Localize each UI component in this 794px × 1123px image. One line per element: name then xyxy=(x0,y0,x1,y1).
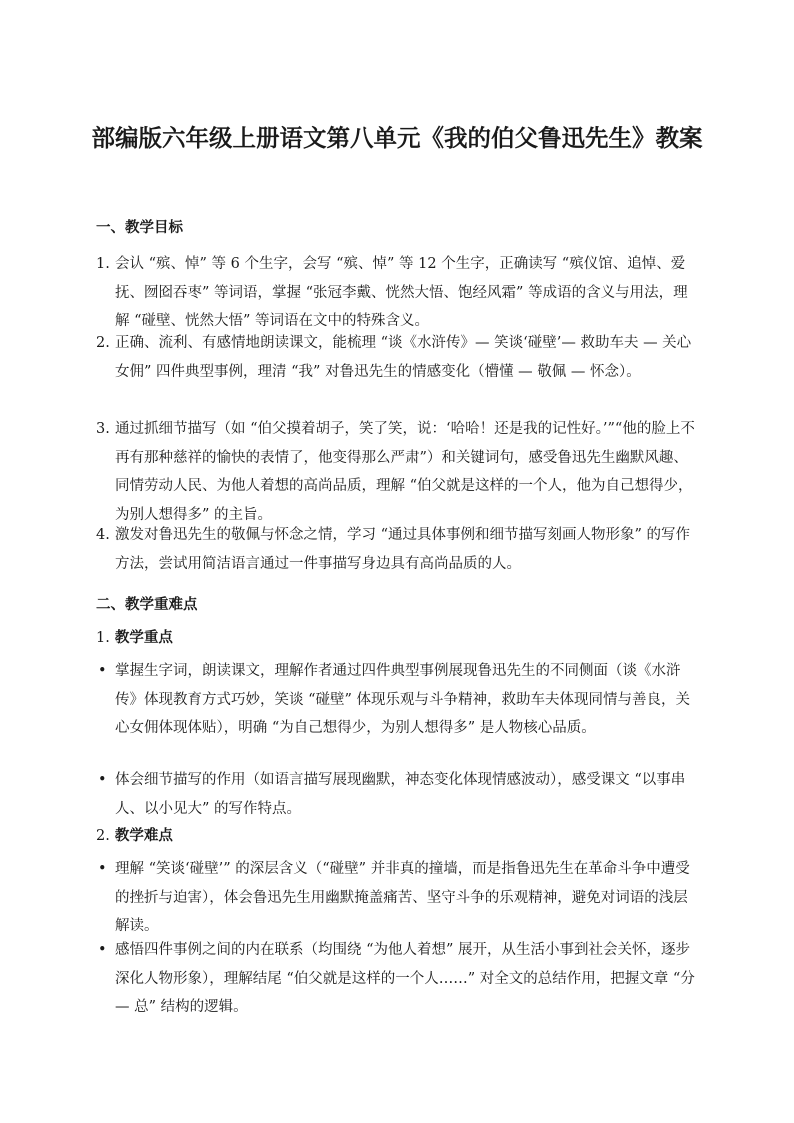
section-heading-key-points: 二、教学重难点 xyxy=(96,597,198,613)
subsection-number: 2. xyxy=(96,828,110,844)
list-marker: 3. xyxy=(96,421,110,437)
list-item-text: 激发对鲁迅先生的敬佩与怀念之情，学习 “通过具体事例和细节描写刻画人物形象” 的写作方法，尝试用简洁语言通过一件事描写身边具有高尚品质的人。 xyxy=(115,527,691,572)
list-item xyxy=(96,329,700,386)
bullet-item-text: 理解 “笑谈‘碰壁’” 的深层含义（“碰壁” 并非真的撞墙，而是指鲁迅先生在革命斗争中遭受的挫折与迫害），体会鲁迅先生用幽默掩盖痛苦、坚守斗争的乐观精神，避免对词语的浅层解读。 xyxy=(115,861,690,934)
list-item-text: 正确、流利、有感情地朗读课文，能梳理 “谈《水浒传》— 笑谈‘碰壁’— 救助车夫 — 关心女佣” 四件典型事例，理清 “我” 对鲁迅先生的情感变化（懵懂 — 敬佩 — 怀念）。 xyxy=(115,335,692,380)
document-title: 部编版六年级上册语文第八单元《我的伯父鲁迅先生》教案 xyxy=(91,124,703,152)
subsection-label: 教学难点 xyxy=(114,828,173,844)
bullet-item xyxy=(96,936,700,1022)
subsection-label: 教学重点 xyxy=(114,630,173,646)
bullet-marker: • xyxy=(98,772,107,788)
bullet-marker: • xyxy=(98,861,107,877)
bullet-item-text: 掌握生字词，朗读课文，理解作者通过四件典型事例展现鲁迅先生的不同侧面（谈《水浒传》体现教育方式巧妙，笑谈 “碰壁” 体现乐观与斗争精神，救助车夫体现同情与善良，关心女佣体现体贴），明确 “为自己想得少，为别人想得多” 是人物核心品质。 xyxy=(115,663,691,736)
bullet-item-text: 体会细节描写的作用（如语言描写展现幽默，神态变化体现情感波动），感受课文 “以事串人、以小见大” 的写作特点。 xyxy=(115,772,686,817)
bullet-marker: • xyxy=(98,663,107,679)
list-item-text: 通过抓细节描写（如 “伯父摸着胡子，笑了笑，说：‘哈哈！还是我的记性好。’”“他的脸上不再有那种慈祥的愉快的表情了，他变得那么严肃”）和关键词句，感受鲁迅先生幽默风趣、同情劳动人民、为他人着想的高尚品质，理解 “伯父就是这样的一个人，他为自己想得少，为别人想得多” 的主旨。 xyxy=(115,421,695,523)
bullet-marker: • xyxy=(98,942,107,958)
subsection-heading-focus xyxy=(96,628,173,648)
list-item xyxy=(96,521,700,578)
list-item xyxy=(96,250,700,336)
bullet-item xyxy=(96,657,700,743)
list-marker: 2. xyxy=(96,335,110,351)
bullet-item xyxy=(96,855,700,941)
list-item xyxy=(96,415,700,529)
bullet-item xyxy=(96,766,700,823)
subsection-heading-difficulty xyxy=(96,826,173,846)
bullet-item-text: 感悟四件事例之间的内在联系（均围绕 “为他人着想” 展开，从生活小事到社会关怀，逐步深化人物形象），理解结尾 “伯父就是这样的一个人……” 对全文的总结作用，把握文章 “分 — 总” 结构的逻辑。 xyxy=(115,942,695,1015)
subsection-number: 1. xyxy=(96,630,110,646)
list-marker: 4. xyxy=(96,527,110,543)
list-item-text: 会认 “殡、悼” 等 6 个生字，会写 “殡、悼” 等 12 个生字，正确读写 “殡仪馆、追悼、爱抚、囫囵吞枣” 等词语，掌握 “张冠李戴、恍然大悟、饱经风霜” 等成语的含义与用法，理解 “碰壁、恍然大悟” 等词语在文中的特殊含义。 xyxy=(115,256,688,329)
section-heading-goals: 一、教学目标 xyxy=(96,220,183,236)
list-marker: 1. xyxy=(96,256,110,272)
